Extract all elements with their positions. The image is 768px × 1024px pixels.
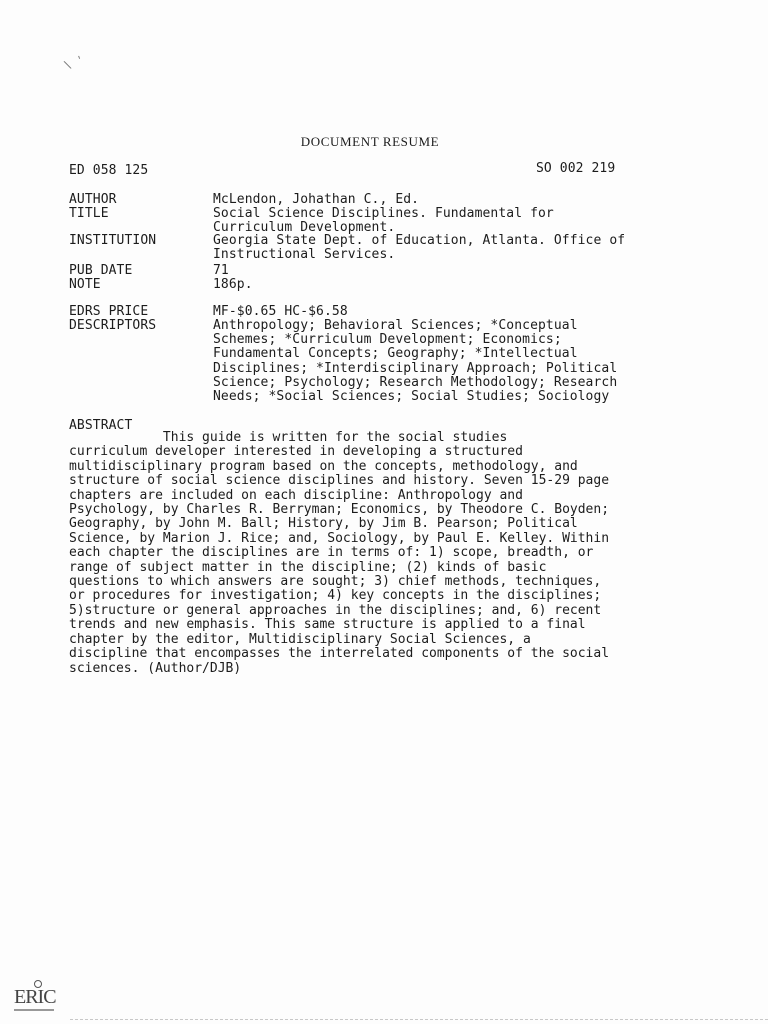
so-number: SO 002 219 <box>536 161 616 176</box>
author-label: AUTHOR <box>69 192 117 207</box>
pub-date-label: PUB DATE <box>69 263 133 278</box>
logo-text: ERIC <box>14 986 56 1008</box>
author-value: McLendon, Johathan C., Ed. <box>213 192 420 207</box>
pub-date-value: 71 <box>213 263 229 278</box>
descriptors-value: Anthropology; Behavioral Sciences; *Conceptual Schemes; *Curriculum Development; Economics; Fundamental Concepts; Geography; *Intellectual Disciplines; *Interdisciplinary Approach; Political Science; Psychology; Research Methodology; Research Needs; *Social Sciences; Social Studies; Sociology <box>213 318 618 405</box>
abstract-text: This guide is written for the social studies curriculum developer interested in developing a structured multidisciplinary program based on the concepts, methodology, and structure of social science disciplines and history. Seven 15-29 page chapters are included on each discipline: Anthropology and Psychology, by Charles R. Berryman; Economics, by Theodore C. Boyden; Geography, by John M. Ball; History, by Jim B. Pearson; Political Science, by Marion J. Rice; and, Sociology, by Paul E. Kelley. Within each chapter the disciplines are in terms of: 1) scope, breadth, or range of subject matter in the discipline; (2) kinds of basic questions to which answers are sought; 3) chief methods, techniques, or procedures for investigation; 4) key concepts in the disciplines; 5)structure or general approaches in the disciplines; and, 6) recent trends and new emphasis. This same structure is applied to a final chapter by the editor, Multidisciplinary Social Sciences, a discipline that encompasses the interrelated components of the social sciences. (Author/DJB) <box>69 430 610 676</box>
page-title: DOCUMENT RESUME <box>300 134 440 149</box>
edrs-price-label: EDRS PRICE <box>69 304 149 319</box>
descriptors-label: DESCRIPTORS <box>69 318 157 333</box>
title-label: TITLE <box>69 206 109 221</box>
logo-bar <box>14 1009 54 1011</box>
institution-value: Georgia State Dept. of Education, Atlanta. Office of Instructional Services. <box>213 233 626 263</box>
title-value: Social Science Disciplines. Fundamental for Curriculum Development. <box>213 206 554 236</box>
scan-mark: \ ' <box>62 52 86 73</box>
edrs-price-value: MF-$0.65 HC-$6.58 <box>213 304 348 319</box>
eric-logo <box>12 980 58 1014</box>
institution-label: INSTITUTION <box>69 233 157 248</box>
abstract-label: ABSTRACT <box>69 418 133 433</box>
page-bottom-rule <box>70 1019 768 1020</box>
note-value: 186p. <box>213 277 253 292</box>
note-label: NOTE <box>69 277 101 292</box>
ed-number: ED 058 125 <box>69 163 149 178</box>
